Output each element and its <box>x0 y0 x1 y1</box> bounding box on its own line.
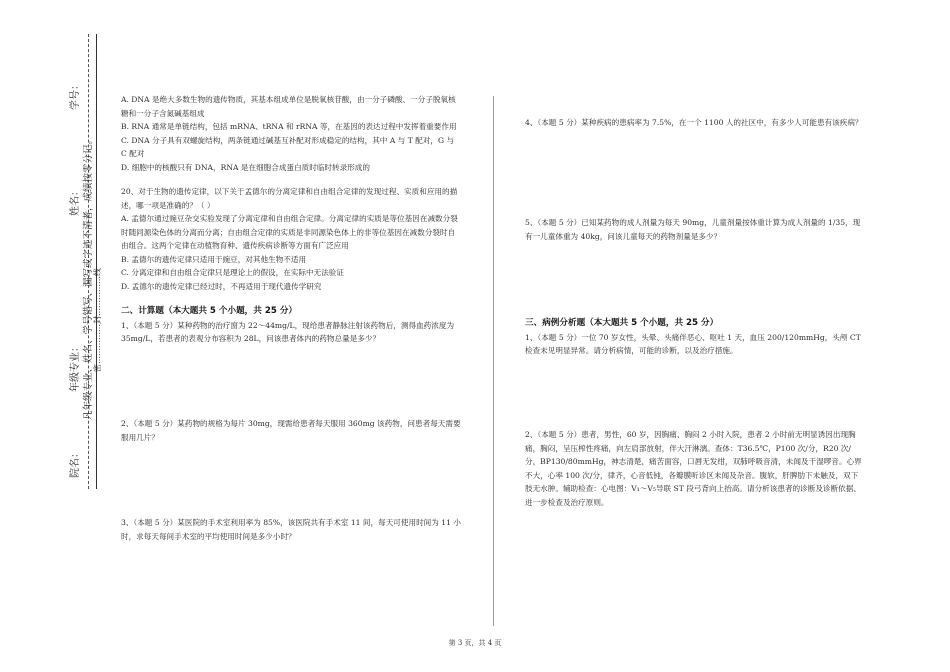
binding-notice: 凡年级专业、姓名、学号错写、漏写或字迹不清者，成绩按零分记。 <box>83 134 94 420</box>
left-column <box>121 93 462 346</box>
q19-option-d: D. 细胞中的核酸只有 DNA，RNA 是在细胞合成蛋白质时临时转录形成的 <box>121 162 370 172</box>
case-question-1: 1、（本题 5 分）一位 70 岁女性，头晕、头痛伴恶心、呕吐 1 天，血压 200/120mmHg，头颅 CT 检查未见明显异常。请分析病情，可能的诊断，以及治疗措施。 <box>525 332 861 355</box>
calc-question-4: 4、（本题 5 分）某种疾病的患病率为 7.5%，在一个 1100 人的社区中，有多少人可能患有该疾病？ <box>525 118 863 127</box>
calc-question-5-block <box>525 216 865 243</box>
school-label: 院名： <box>70 448 81 478</box>
q19-option-c: C. DNA 分子具有双螺旋结构，两条链通过碱基互补配对形成稳定的结构，其中 A 与 T 配对，G 与 C 配对 <box>121 135 455 158</box>
seal-line-notice: 密……………封……………线 <box>93 268 102 372</box>
binding-solid-line <box>96 34 97 489</box>
q20-option-b: B. 孟德尔的遗传定律只适用于豌豆，对其他生物不适用 <box>121 254 307 264</box>
calc-question-3: 3、（本题 5 分）某医院的手术室利用率为 85%，该医院共有手术室 11 间，每天可使用时间为 11 小时，求每天每间手术室的平均使用时间是多少小时？ <box>121 518 461 541</box>
q20-stem: 20、对于生物的遗传定律，以下关于孟德尔的分离定律和自由组合定律的发现过程、实质和应用的描述，哪一项是准确的？（ ） <box>121 187 458 210</box>
page-footer: 第 3 页，共 4 页 <box>448 639 502 647</box>
calc-question-2: 2、（本题 5 分）某药物的规格为每片 30mg，现需给患者每天服用 360mg 该药物，问患者每天需要服用几片？ <box>121 419 461 442</box>
calc-question-2-block <box>121 417 462 444</box>
case-section-block <box>525 317 865 358</box>
column-divider <box>493 96 494 626</box>
case-question-2: 2、（本题 5 分）患者，男性，60 岁，因胸痛、胸闷 2 小时入院，患者 2 小时前无明显诱因出现胸痛，胸闷，呈压榨性疼痛，向左肩部放射，伴大汗淋漓。查体：T36.5℃，P100 次/分，R20 次/分，BP130/80mmHg，神志清楚，痛苦面容，口唇无发绀，双肺呼吸音清，未闻及干湿啰音。心界不大，心率 100 次/分，律齐，心音低钝，各瓣膜听诊区未闻及杂音。腹软，肝脾肋下未触及，双下肢无水肿。辅助检查：心电图：V₁～V₅导联 ST 段弓背向上抬高。请分析该患者的诊断及诊断依据、进一步检查及治疗原则。 <box>525 430 862 507</box>
calc-question-1: 1、（本题 5 分）某种药物的治疗窗为 22～44mg/L，现给患者静脉注射该药物后，测得血药浓度为 35mg/L，若患者的表观分布容积为 28L，问该患者体内的药物总量是多少？ <box>121 320 455 343</box>
q19-option-b: B. RNA 通常是单链结构，包括 mRNA、tRNA 和 rRNA 等，在基因的表达过程中发挥着重要作用 <box>121 122 457 131</box>
grade-major-label: 年级专业： <box>70 342 81 392</box>
case-question-2-block <box>525 428 865 509</box>
binding-strip <box>0 0 110 672</box>
student-id-label: 学号： <box>70 80 81 110</box>
section3-title: 三、病例分析题（本大题共 5 个小题，共 25 分） <box>525 318 719 328</box>
section2-title: 二、计算题（本大题共 5 个小题，共 25 分） <box>121 306 298 316</box>
calc-question-3-block <box>121 516 462 543</box>
q19-option-a: A. DNA 是绝大多数生物的遗传物质，其基本组成单位是脱氧核苷酸，由一分子磷酸、一分子脱氧核糖和一分子含氮碱基组成 <box>121 95 456 118</box>
name-label: 姓名： <box>70 186 81 216</box>
q20-option-a: A. 孟德尔通过豌豆杂交实验发现了分离定律和自由组合定律。分离定律的实质是等位基因在减数分裂时随同源染色体的分离而分离；自由组合定律的实质是非同源染色体上的非等位基因在减数分裂时自由组合。这两个定律在动植物育种、遗传疾病诊断等方面有广泛应用 <box>121 214 458 250</box>
q20-option-c: C. 分离定律和自由组合定律只是理论上的假设，在实际中无法验证 <box>121 268 344 277</box>
q20-option-d: D. 孟德尔的遗传定律已经过时，不再适用于现代遗传学研究 <box>121 281 322 291</box>
calc-question-4-block <box>525 116 865 130</box>
calc-question-5: 5、（本题 5 分）已知某药物的成人剂量为每天 90mg，儿童剂量按体重计算为成人剂量的 1/35，现有一儿童体重为 40kg，问该儿童每天的药物剂量是多少？ <box>525 218 861 241</box>
